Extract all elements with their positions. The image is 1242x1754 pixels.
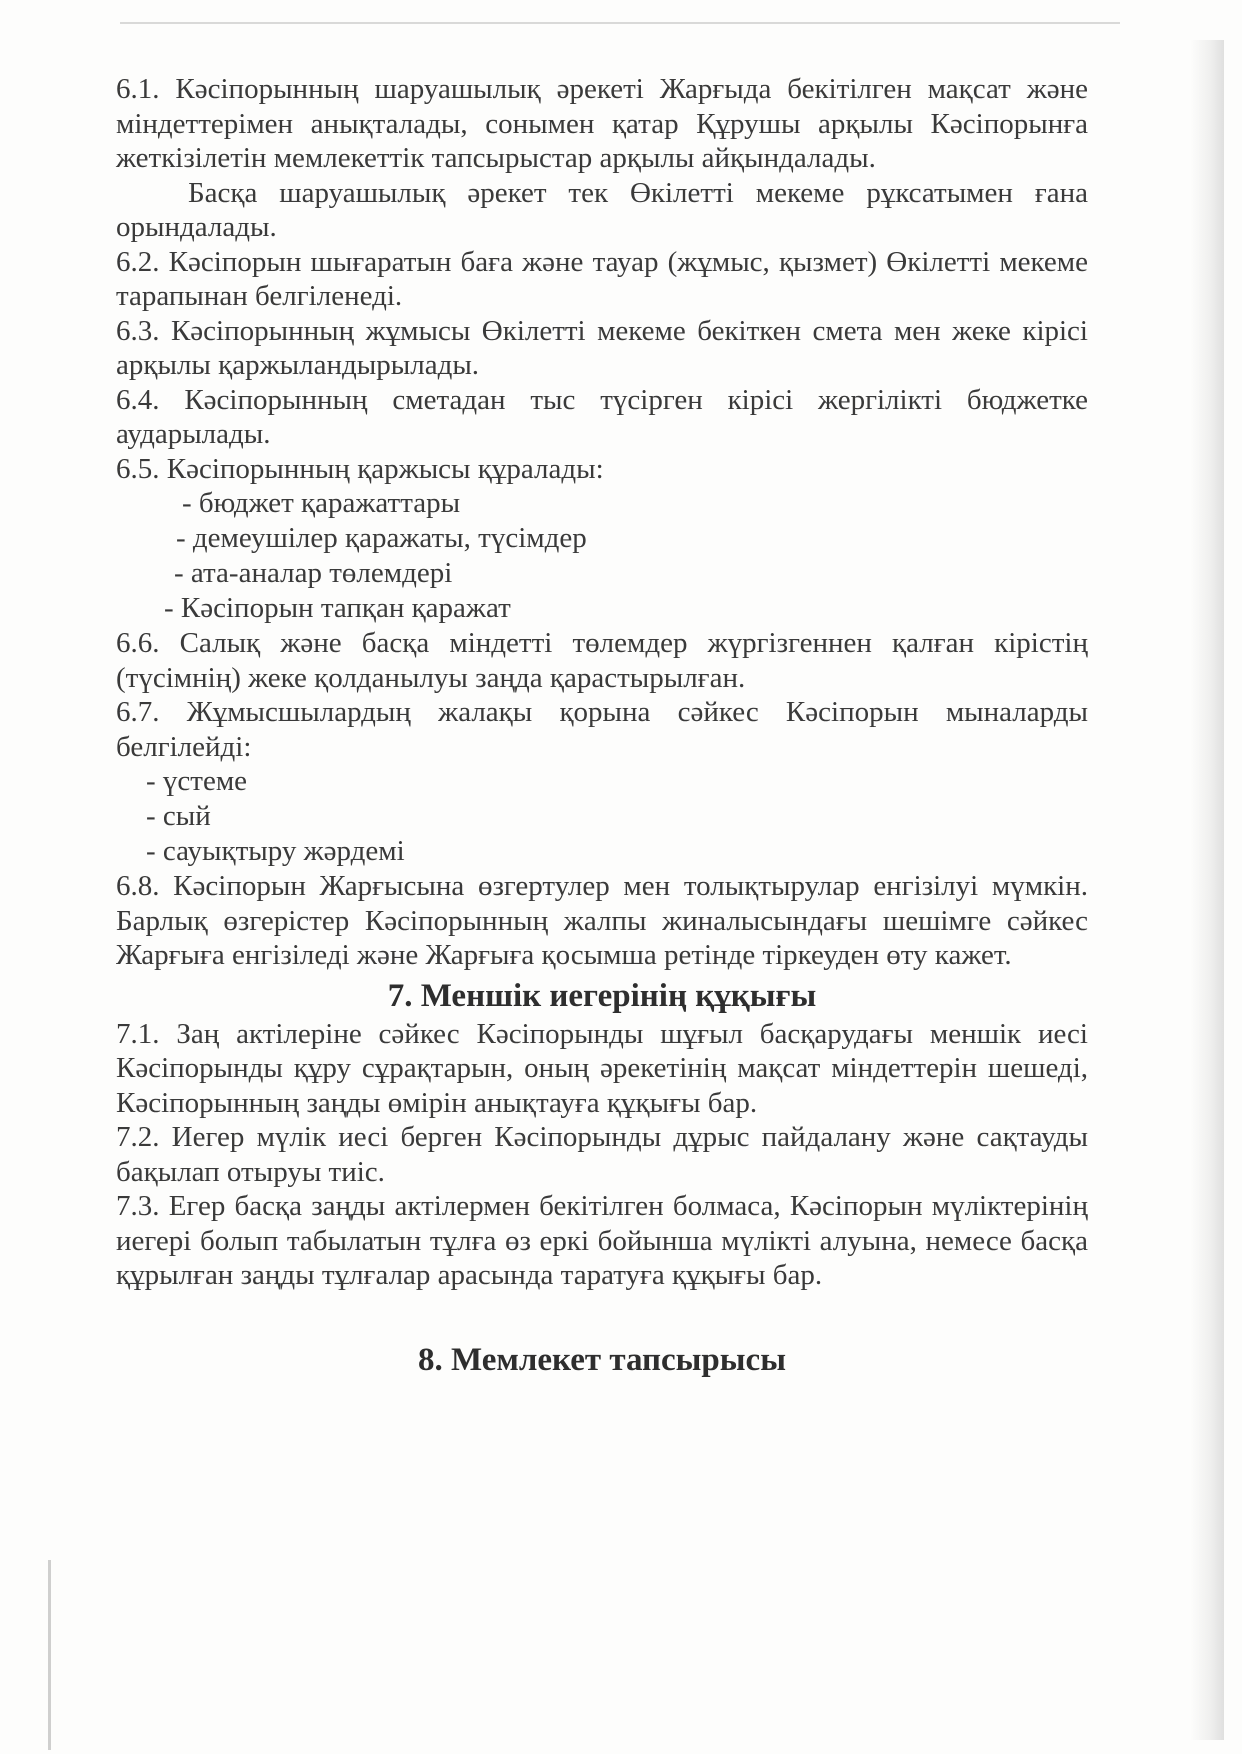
paragraph-6-3: 6.3. Кәсіпорынның жұмысы Өкілетті мекеме бекіткен смета мен жеке кірісі арқылы қаржыландырылады. [116,314,1088,381]
paragraph-6-5: 6.5. Кәсіпорынның қаржысы құралады: [116,452,604,485]
list-item: - Кәсіпорын тапқан қаражат [164,592,511,624]
list-item: - үстеме [146,765,248,797]
page-edge-top [120,22,1120,24]
list-item: - сауықтыру жәрдемі [146,835,405,867]
list-item: - ата-аналар төлемдері [174,557,453,589]
paragraph-6-4: 6.4. Кәсіпорынның сметадан тыс түсірген кірісі жергілікті бюджетке аударылады. [116,383,1088,450]
paragraph-7-2: 7.2. Иегер мүлік иесі берген Кәсіпорынды дұрыс пайдалану және сақтауды бақылап отыруы тиіс. [116,1121,1088,1188]
paragraph-7-3: 7.3. Егер басқа заңды актілермен бекітілген болмаса, Кәсіпорын мүліктерінің иегері болып табылатын тұлға өз еркі бойынша мүлікті алуына, немесе басқа құрылған заңды тұлғалар арасында таратуға құқығы бар. [116,1190,1088,1291]
section-8-heading: 8. Мемлекет тапсырысы [418,1341,786,1378]
paragraph-6-7: 6.7. Жұмысшылардың жалақы қорына сәйкес Кәсіпорын мыналарды белгілейді: [116,696,1088,763]
paragraph-7-1: 7.1. Заң актілеріне сәйкес Кәсіпорынды шұғыл басқарудағы меншік иесі Кәсіпорынды құру сұрақтарын, оның әрекетінің мақсат міндеттерін шешеді, Кәсіпорынның заңды өмірін анықтауға құқығы бар. [116,1017,1088,1119]
paragraph-6-6: 6.6. Салық және басқа міндетті төлемдер жүргізгеннен қалған кірістің (түсімнің) жеке қолданылуы заңда қарастырылған. [116,627,1088,694]
list-item: - сый [146,800,211,832]
list-item: - демеушілер қаражаты, түсімдер [176,522,587,554]
page-edge-left [48,1560,51,1750]
page-edge-shadow [1190,40,1224,1740]
paragraph-6-1: 6.1. Кәсіпорынның шаруашылық әрекеті Жарғыда бекітілген мақсат және міндеттерімен анықталады, сонымен қатар Құрушы арқылы Кәсіпорынға жеткізілетін мемлекеттік тапсырыстар арқылы айқындалады. [116,73,1088,174]
paragraph-6-2: 6.2. Кәсіпорын шығаратын баға және тауар (жұмыс, қызмет) Өкілетті мекеме тарапынан белгіленеді. [116,245,1088,312]
paragraph-6-8: 6.8. Кәсіпорын Жарғысына өзгертулер мен толықтырулар енгізілуі мүмкін. Барлық өзгерістер Кәсіпорынның жалпы жиналысындағы шешімге сәйкес Жарғыға енгізіледі және Жарғыға қосымша ретінде тіркеуден өту кажет. [116,870,1088,971]
document-body [116,72,1088,1381]
list-item: - бюджет қаражаттары [182,487,461,519]
section-7-heading: 7. Меншік иегерінің құқығы [387,977,817,1014]
paragraph-6-1-extra: Басқа шаруашылық әрекет тек Өкілетті мекеме рұксатымен ғана орындалады. [116,176,1088,243]
